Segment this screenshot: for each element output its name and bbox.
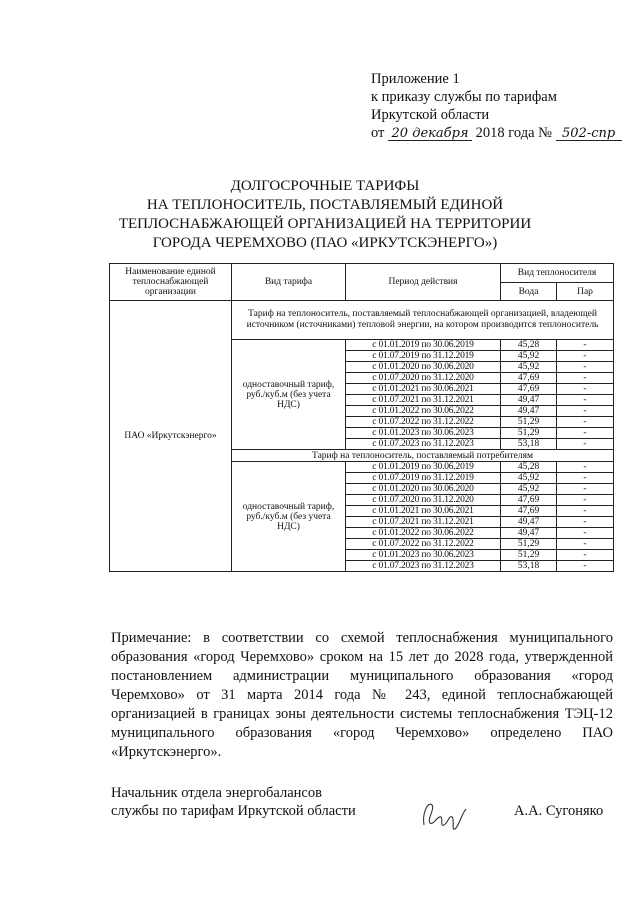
steam-value-cell: - — [557, 362, 614, 373]
steam-value-cell: - — [557, 528, 614, 539]
appendix-order-ref: к приказу службы по тарифам — [371, 89, 557, 105]
signatory-name: А.А. Сугоняко — [514, 803, 604, 819]
steam-value-cell: - — [557, 550, 614, 561]
appendix-block — [371, 70, 631, 142]
appendix-date-line — [371, 124, 631, 142]
water-value-cell: 45,92 — [501, 473, 557, 484]
appendix-title: Приложение 1 — [371, 71, 460, 87]
period-cell: с 01.01.2019 по 30.06.2019 — [346, 340, 501, 351]
section-title: Тариф на теплоноситель, поставляемый потребителям — [232, 450, 614, 462]
period-cell: с 01.01.2021 по 30.06.2021 — [346, 384, 501, 395]
water-value-cell: 51,29 — [501, 428, 557, 439]
water-value-cell: 45,92 — [501, 351, 557, 362]
steam-value-cell: - — [557, 506, 614, 517]
period-cell: с 01.07.2021 по 31.12.2021 — [346, 517, 501, 528]
period-cell: с 01.07.2023 по 31.12.2023 — [346, 439, 501, 450]
water-value-cell: 49,47 — [501, 406, 557, 417]
period-cell: с 01.01.2019 по 30.06.2019 — [346, 462, 501, 473]
year-label: 2018 года № — [475, 125, 552, 141]
section-title: Тариф на теплоноситель, поставляемый теплоснабжающей организацией, владеющей источником (источниками) тепловой энергии, на котором производится теплоноситель — [232, 301, 614, 340]
water-value-cell: 51,29 — [501, 539, 557, 550]
steam-value-cell: - — [557, 439, 614, 450]
steam-value-cell: - — [557, 340, 614, 351]
water-value-cell: 51,29 — [501, 417, 557, 428]
period-cell: с 01.01.2020 по 30.06.2020 — [346, 484, 501, 495]
water-value-cell: 49,47 — [501, 528, 557, 539]
period-cell: с 01.07.2023 по 31.12.2023 — [346, 561, 501, 572]
steam-value-cell: - — [557, 406, 614, 417]
header-water: Вода — [501, 283, 557, 301]
period-cell: с 01.01.2023 по 30.06.2023 — [346, 550, 501, 561]
water-value-cell: 53,18 — [501, 561, 557, 572]
steam-value-cell: - — [557, 495, 614, 506]
period-cell: с 01.07.2022 по 31.12.2022 — [346, 417, 501, 428]
position-line-2: службы по тарифам Иркутской области — [111, 803, 356, 819]
water-value-cell: 47,69 — [501, 373, 557, 384]
water-value-cell: 47,69 — [501, 384, 557, 395]
water-value-cell: 45,92 — [501, 484, 557, 495]
header-carrier: Вид теплоносителя — [501, 264, 614, 283]
title-line-2: НА ТЕПЛОНОСИТЕЛЬ, ПОСТАВЛЯЕМЫЙ ЕДИНОЙ — [146, 197, 504, 213]
tariff-type-cell: одноставочный тариф, руб./куб.м (без учета НДС) — [232, 462, 346, 572]
title-line-4: ГОРОДА ЧЕРЕМХОВО (ПАО «ИРКУТСКЭНЕРГО») — [152, 235, 498, 251]
signatory-position — [111, 784, 356, 820]
appendix-agency: Иркутской области — [371, 107, 490, 123]
document-title — [90, 177, 560, 253]
steam-value-cell: - — [557, 373, 614, 384]
title-line-1: ДОЛГОСРОЧНЫЕ ТАРИФЫ — [230, 178, 420, 194]
water-value-cell: 45,92 — [501, 362, 557, 373]
steam-value-cell: - — [557, 428, 614, 439]
steam-value-cell: - — [557, 417, 614, 428]
water-value-cell: 45,28 — [501, 340, 557, 351]
steam-value-cell: - — [557, 462, 614, 473]
tariff-type-cell: одноставочный тариф, руб./куб.м (без учета НДС) — [232, 340, 346, 450]
steam-value-cell: - — [557, 561, 614, 572]
water-value-cell: 49,47 — [501, 395, 557, 406]
period-cell: с 01.07.2019 по 31.12.2019 — [346, 473, 501, 484]
period-cell: с 01.01.2023 по 30.06.2023 — [346, 428, 501, 439]
water-value-cell: 53,18 — [501, 439, 557, 450]
water-value-cell: 47,69 — [501, 506, 557, 517]
period-cell: с 01.01.2020 по 30.06.2020 — [346, 362, 501, 373]
handwritten-number: 502-спр — [556, 127, 622, 141]
note-paragraph: Примечание: в соответствии со схемой теплоснабжения муниципального образования «город Черемхово» сроком на 15 лет до 2028 года, утвержденной постановлением администрации муниципального образования «город Черемхово» от 31 марта 2014 года № 243, единой теплоснабжающей организацией в границах зоны деятельности системы теплоснабжения ТЭЦ-12 муниципального образования «город Черемхово» определено ПАО «Иркутскэнерго». — [111, 630, 613, 760]
steam-value-cell: - — [557, 539, 614, 550]
period-cell: с 01.01.2022 по 30.06.2022 — [346, 528, 501, 539]
header-org: Наименование единой теплоснабжающей организации — [110, 264, 232, 301]
table-body — [110, 301, 614, 572]
from-label: от — [371, 125, 385, 141]
period-cell: с 01.07.2020 по 31.12.2020 — [346, 373, 501, 384]
header-period: Период действия — [346, 264, 501, 301]
header-steam: Пар — [557, 283, 614, 301]
tariffs-table — [109, 263, 614, 572]
water-value-cell: 47,69 — [501, 495, 557, 506]
period-cell: с 01.07.2020 по 31.12.2020 — [346, 495, 501, 506]
header-tariff-type: Вид тарифа — [232, 264, 346, 301]
handwritten-signature-icon — [418, 795, 470, 835]
steam-value-cell: - — [557, 384, 614, 395]
water-value-cell: 45,28 — [501, 462, 557, 473]
steam-value-cell: - — [557, 473, 614, 484]
section-header-row — [110, 301, 614, 340]
period-cell: с 01.07.2022 по 31.12.2022 — [346, 539, 501, 550]
period-cell: с 01.01.2022 по 30.06.2022 — [346, 406, 501, 417]
title-line-3: ТЕПЛОСНАБЖАЮЩЕЙ ОРГАНИЗАЦИЕЙ НА ТЕРРИТОРИИ — [118, 216, 532, 232]
steam-value-cell: - — [557, 484, 614, 495]
water-value-cell: 51,29 — [501, 550, 557, 561]
period-cell: с 01.07.2021 по 31.12.2021 — [346, 395, 501, 406]
org-name-cell: ПАО «Иркутскэнерго» — [110, 301, 232, 572]
steam-value-cell: - — [557, 395, 614, 406]
handwritten-date: 20 декабря — [388, 127, 472, 141]
steam-value-cell: - — [557, 517, 614, 528]
water-value-cell: 49,47 — [501, 517, 557, 528]
period-cell: с 01.01.2021 по 30.06.2021 — [346, 506, 501, 517]
period-cell: с 01.07.2019 по 31.12.2019 — [346, 351, 501, 362]
steam-value-cell: - — [557, 351, 614, 362]
position-line-1: Начальник отдела энергобалансов — [111, 785, 322, 801]
